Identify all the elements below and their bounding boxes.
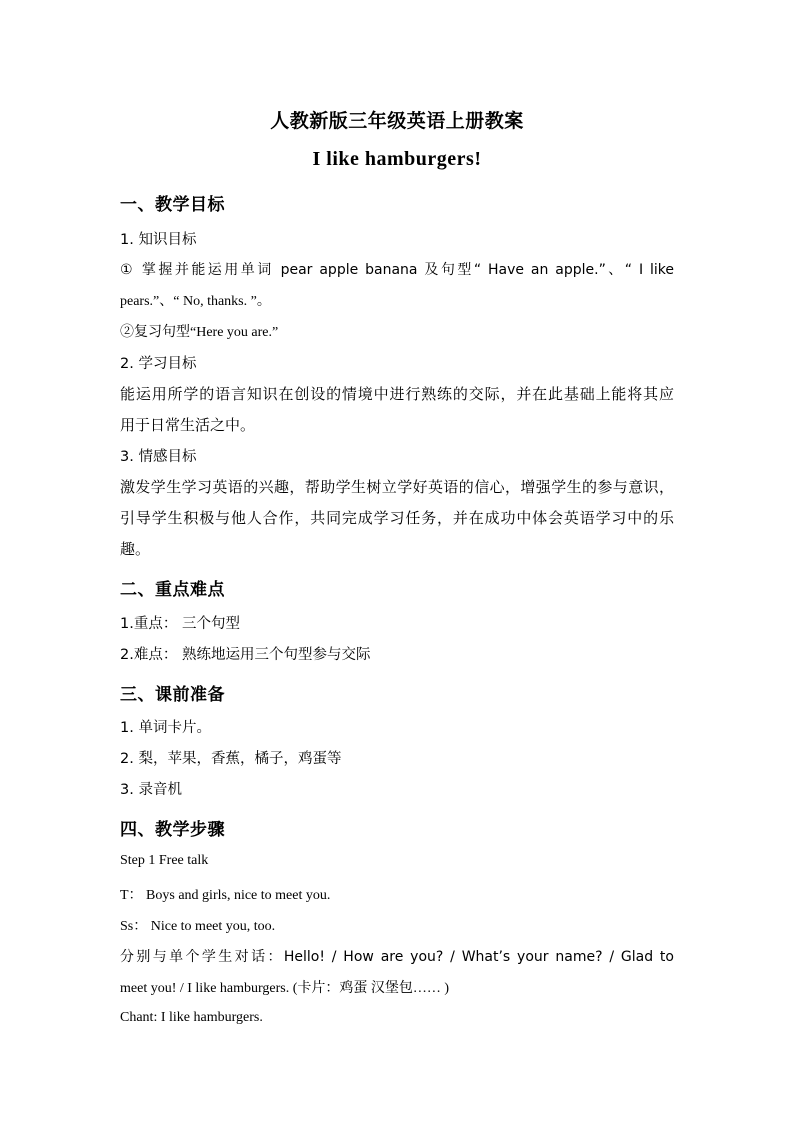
step-1-teacher-line: T： Boys and girls, nice to meet you. <box>120 888 331 903</box>
step-1-chant-line: Chant: I like hamburgers. <box>120 1010 263 1025</box>
objective-knowledge-line1: ① 掌握并能运用单词 pear apple banana 及句型“ Have an apple.”、“ I like <box>120 262 674 278</box>
section-heading-preparation: 三、课前准备 <box>120 685 225 705</box>
key-point-line: 1.重点： 三个句型 <box>120 616 240 632</box>
objective-learning-label: 2. 学习目标 <box>120 356 197 372</box>
step-1-title: Step 1 Free talk <box>120 853 209 868</box>
objective-knowledge-label: 1. 知识目标 <box>120 232 197 248</box>
document-subtitle: I like hamburgers! <box>312 148 482 170</box>
document-title: 人教新版三年级英语上册教案 <box>270 110 524 132</box>
preparation-item-3: 3. 录音机 <box>120 782 182 798</box>
step-1-students-line: Ss： Nice to meet you, too. <box>120 919 276 934</box>
objective-emotion-line1: 激发学生学习英语的兴趣，帮助学生树立学好英语的信心，增强学生的参与意识， <box>120 478 674 496</box>
preparation-item-1: 1. 单词卡片。 <box>120 720 211 736</box>
preparation-item-2: 2. 梨，苹果，香蕉，橘子，鸡蛋等 <box>120 751 342 767</box>
objective-emotion-line2: 引导学生积极与他人合作，共同完成学习任务，并在成功中体会英语学习中的乐 <box>120 509 674 527</box>
objective-emotion-line3: 趣。 <box>120 540 151 558</box>
objective-learning-line1: 能运用所学的语言知识在创设的情境中进行熟练的交际，并在此基础上能将其应 <box>120 385 674 403</box>
objective-emotion-label: 3. 情感目标 <box>120 449 197 465</box>
section-heading-steps: 四、教学步骤 <box>120 820 225 840</box>
section-heading-objectives: 一、教学目标 <box>120 195 225 215</box>
objective-learning-line2: 用于日常生活之中。 <box>120 416 256 434</box>
section-heading-key-points: 二、重点难点 <box>120 580 225 600</box>
step-1-dialogue-line1: 分别与单个学生对话：Hello! / How are you? / What’s your name? / Glad to <box>120 949 674 965</box>
step-1-dialogue-line2: meet you! / I like hamburgers. (卡片：鸡蛋 汉堡包…… ) <box>120 981 450 996</box>
objective-knowledge-line2: pears.”、“ No, thanks. ”。 <box>120 294 271 309</box>
objective-knowledge-line3: ②复习句型“Here you are.” <box>120 325 279 340</box>
difficult-point-line: 2.难点： 熟练地运用三个句型参与交际 <box>120 647 371 663</box>
